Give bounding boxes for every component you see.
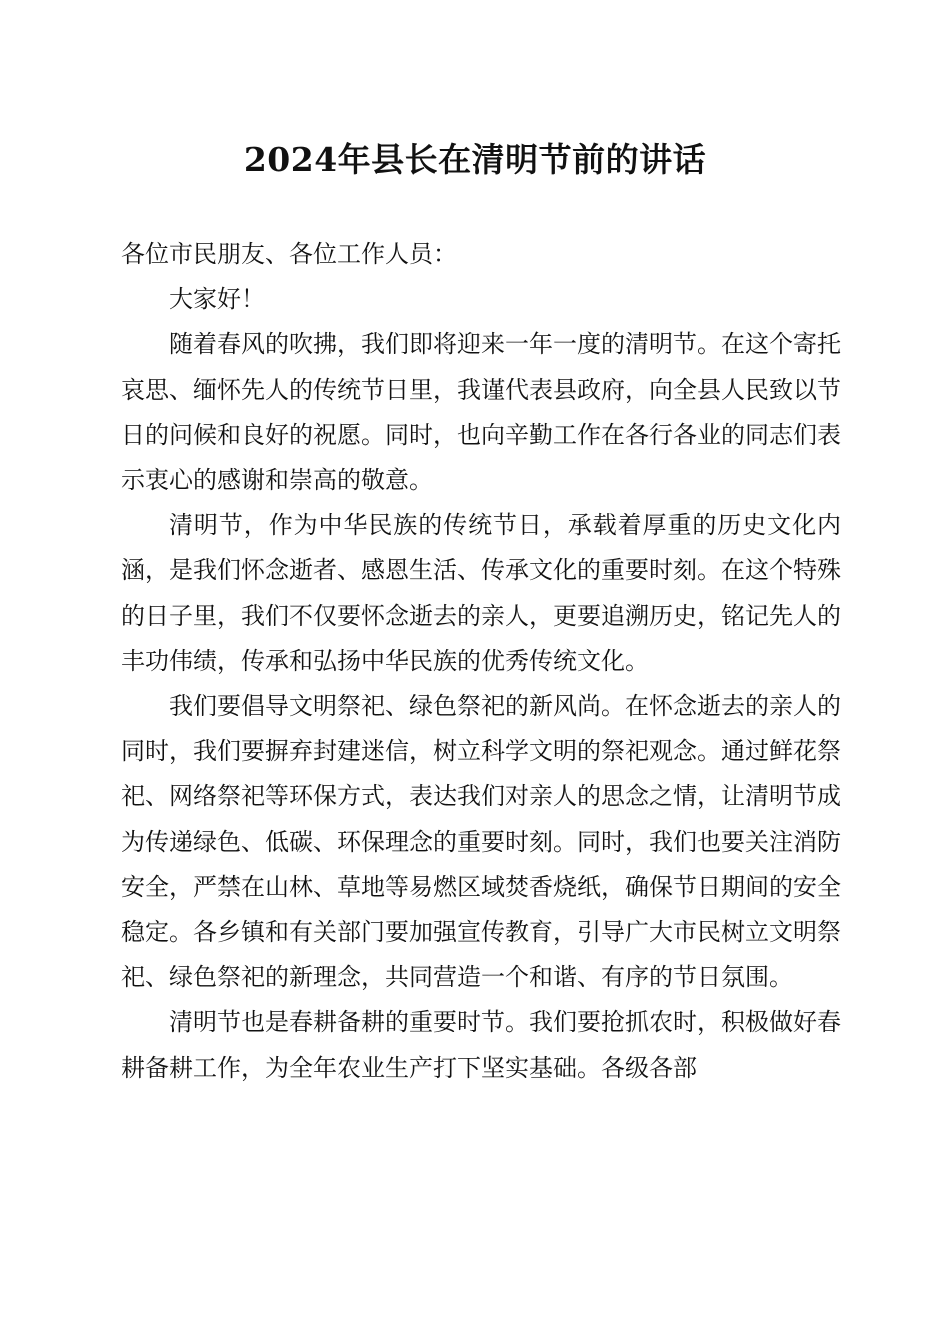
- document-body: [121, 232, 841, 1091]
- paragraph: 随着春风的吹拂，我们即将迎来一年一度的清明节。在这个寄托哀思、缅怀先人的传统节日里，我谨代表县政府，向全县人民致以节日的问候和良好的祝愿。同时，也向辛勤工作在各行各业的同志们表示衷心的感谢和崇高的敬意。: [121, 330, 841, 495]
- salutation: 各位市民朋友、各位工作人员：: [121, 240, 457, 268]
- paragraph: 我们要倡导文明祭祀、绿色祭祀的新风尚。在怀念逝去的亲人的同时，我们要摒弃封建迷信，树立科学文明的祭祀观念。通过鲜花祭祀、网络祭祀等环保方式，表达我们对亲人的思念之情，让清明节成为传递绿色、低碳、环保理念的重要时刻。同时，我们也要关注消防安全，严禁在山林、草地等易燃区域焚香烧纸，确保节日期间的安全稳定。各乡镇和有关部门要加强宣传教育，引导广大市民树立文明祭祀、绿色祭祀的新理念，共同营造一个和谐、有序的节日氛围。: [121, 692, 841, 992]
- paragraph-greeting: 大家好！: [169, 285, 265, 314]
- paragraph: 清明节，作为中华民族的传统节日，承载着厚重的历史文化内涵，是我们怀念逝者、感恩生活、传承文化的重要时刻。在这个特殊的日子里，我们不仅要怀念逝去的亲人，更要追溯历史，铭记先人的丰功伟绩，传承和弘扬中华民族的优秀传统文化。: [121, 511, 841, 675]
- paragraph: 清明节也是春耕备耕的重要时节。我们要抢抓农时，积极做好春耕备耕工作，为全年农业生产打下坚实基础。各级各部: [121, 1008, 841, 1082]
- document-title: 2024年县长在清明节前的讲话: [243, 140, 707, 179]
